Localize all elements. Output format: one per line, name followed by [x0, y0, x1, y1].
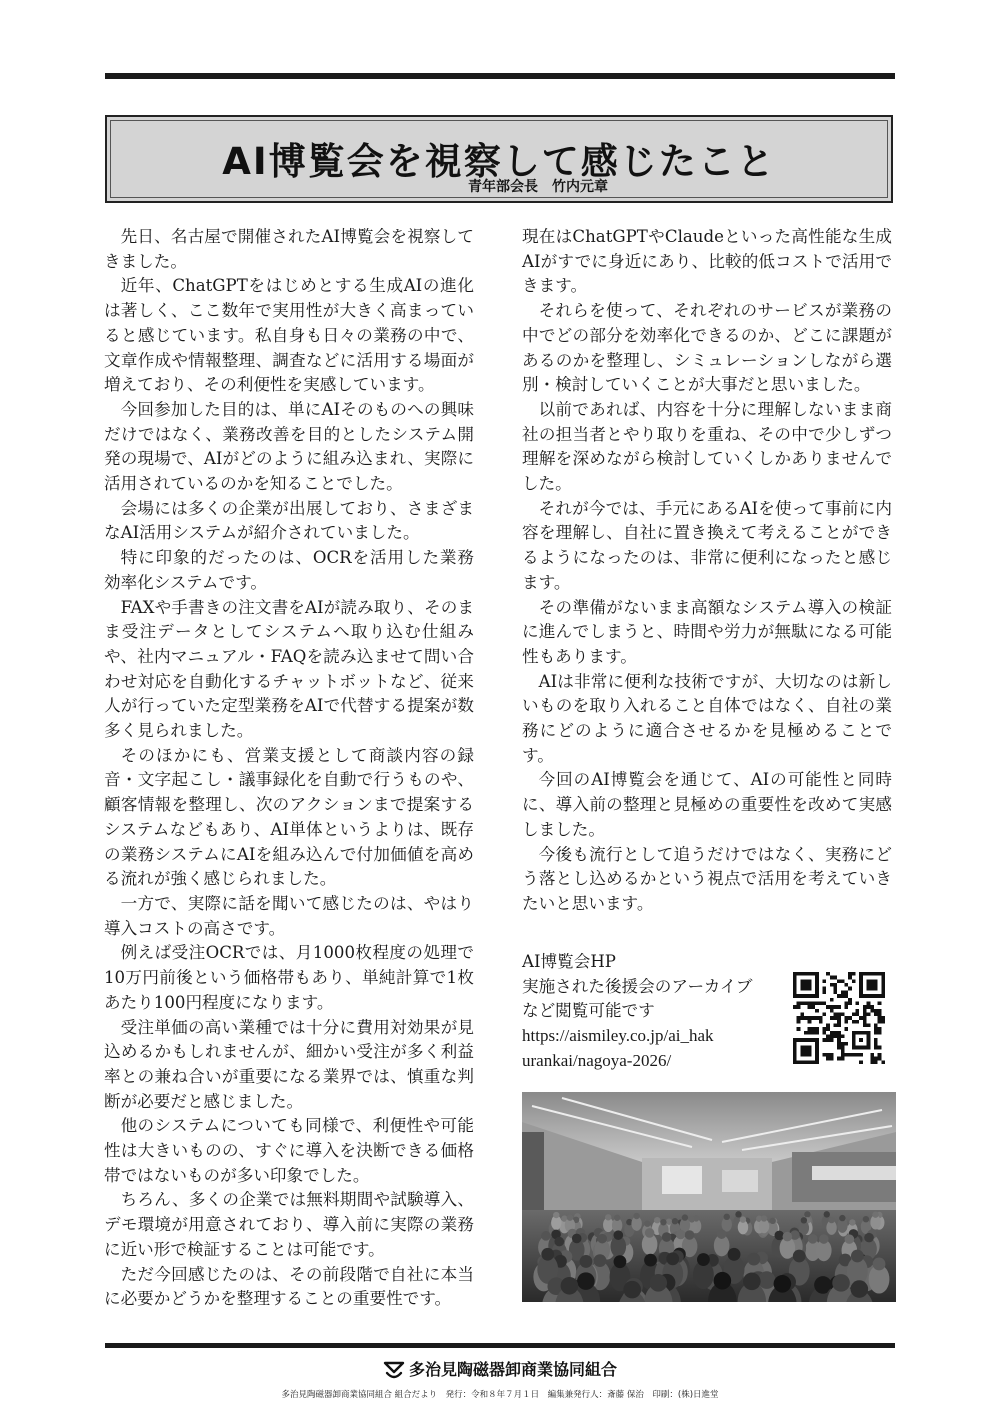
hp-heading: AI博覧会HP	[522, 952, 616, 971]
paragraph: それが今では、手元にあるAIを使って事前に内容を理解し、自社に置き換えて考えることができるようになったのは、非常に便利になったと感じます。	[522, 498, 892, 592]
title-box	[105, 115, 893, 203]
paragraph: FAXや手書きの注文書をAIが読み取り、そのまま受注データとしてシステムへ取り込む仕組みや、社内マニュアル・FAQを読み込ませて問い合わせ対応を自動化するチャットボットなど、従来人が行っていた定型業務をAIで代替する提案が数多く見られました。	[104, 597, 474, 741]
paragraph: 以前であれば、内容を十分に理解しないまま商社の担当者とやり取りを重ね、その中で少しずつ理解を深めながら検討していくしかありませんでした。	[522, 399, 892, 494]
paragraph: そのほかにも、営業支援として商談内容の録音・文字起こし・議事録化を自動で行うものや、顧客情報を整理し、次のアクションまで提案するシステムなどもあり、AI単体というよりは、既存の業務システムにAIを組み込んで付加価値を高める流れが強く感じられました。	[104, 745, 474, 889]
paragraph: 他のシステムについても同様で、利便性や可能性は大きいものの、すぐに導入を決断できる価格帯ではないものが多い印象でした。	[104, 1116, 474, 1185]
organization-footer	[0, 1357, 1000, 1382]
paragraph: 先日、名古屋で開催されたAI博覧会を視察してきました。	[104, 227, 474, 271]
paragraph: 例えば受注OCRでは、月1000枚程度の処理で10万円前後という価格帯もあり、単純計算で1枚あたり100円程度になります。	[104, 943, 474, 1012]
paragraph: 今回のAI博覧会を通じて、AIの可能性と同時に、導入前の整理と見極めの重要性を改めて実感しました。	[522, 770, 892, 839]
paragraph: ちろん、多くの企業では無料期間や試験導入、デモ環境が用意されており、導入前に実際の業務に近い形で検証することは可能です。	[104, 1190, 474, 1259]
organization-name: 多治見陶磁器卸商業協同組合	[408, 1360, 617, 1379]
expo-hall-photo	[522, 1092, 896, 1302]
bottom-rule	[105, 1343, 895, 1348]
paragraph-continued: 現在はChatGPTやClaudeといった高性能な生成AIがすでに身近にあり、比較的低コストで活用できます。	[522, 227, 892, 296]
paragraph: 近年、ChatGPTをはじめとする生成AIの進化は著しく、ここ数年で実用性が大きく高まっていると感じています。私自身も日々の業務の中で、文章作成や情報整理、調査などに活用する場面が増えており、その利便性を実感しています。	[104, 276, 474, 395]
paragraph: その準備がないまま高額なシステム導入の検証に進んでしまうと、時間や労力が無駄になる可能性もあります。	[522, 597, 892, 666]
hp-description: 実施された後援会のアーカイブ	[522, 976, 753, 996]
hp-description: など閲覧可能です	[522, 1001, 655, 1021]
hp-info	[522, 950, 792, 1074]
paragraph: 今後も流行として追うだけではなく、実務にどう落とし込めるかという視点で活用を考えていきたいと思います。	[522, 844, 892, 913]
article-author: 青年部会長 竹内元章	[468, 179, 608, 195]
paragraph: 受注単価の高い業種では十分に費用対効果が見込めるかもしれませんが、細かい受注が多く利益率との兼ね合いが重要になる業界では、慎重な判断が必要だと感じました。	[104, 1017, 474, 1111]
colophon: 多治見陶磁器卸商業協同組合 組合だより 発行：令和８年７月１日 編集兼発行人：斎藤 保治 印刷：(株)日進堂	[281, 1390, 719, 1400]
hp-url-link[interactable]: https://aismiley.co.jp/ai_hak	[522, 1026, 714, 1046]
paragraph: 会場には多くの企業が出展しており、さまざまなAI活用システムが紹介されていました。	[104, 498, 474, 543]
article-title: AI博覧会を視察して感じたこと	[222, 140, 776, 183]
paragraph: 一方で、実際に話を聞いて感じたのは、やはり導入コストの高さです。	[104, 893, 474, 938]
paragraph: AIは非常に便利な技術ですが、大切なのは新しいものを取り入れること自体ではなく、自社の業務にどのように適合させるかを見極めることです。	[522, 671, 892, 765]
qr-code-icon[interactable]	[793, 972, 885, 1064]
organization-logo-icon	[383, 1360, 405, 1382]
paragraph: 今回参加した目的は、単にAIそのものへの興味だけではなく、業務改善を目的としたシステム開発の現場で、AIがどのように組み込まれ、実際に活用されているのかを知ることでした。	[104, 399, 474, 494]
left-column	[104, 225, 474, 1312]
paragraph: ただ今回感じたのは、その前段階で自社に本当に必要かどうかを整理することの重要性です。	[104, 1264, 474, 1309]
paragraph: それらを使って、それぞれのサービスが業務の中でどの部分を効率化できるのか、どこに課題があるのかを整理し、シミュレーションしながら選別・検討していくことが大事だと思いました。	[522, 301, 892, 395]
hp-url-link[interactable]: urankai/nagoya-2026/	[522, 1050, 672, 1070]
right-column	[522, 225, 892, 917]
paragraph: 特に印象的だったのは、OCRを活用した業務効率化システムです。	[104, 548, 474, 592]
top-rule	[105, 73, 895, 79]
